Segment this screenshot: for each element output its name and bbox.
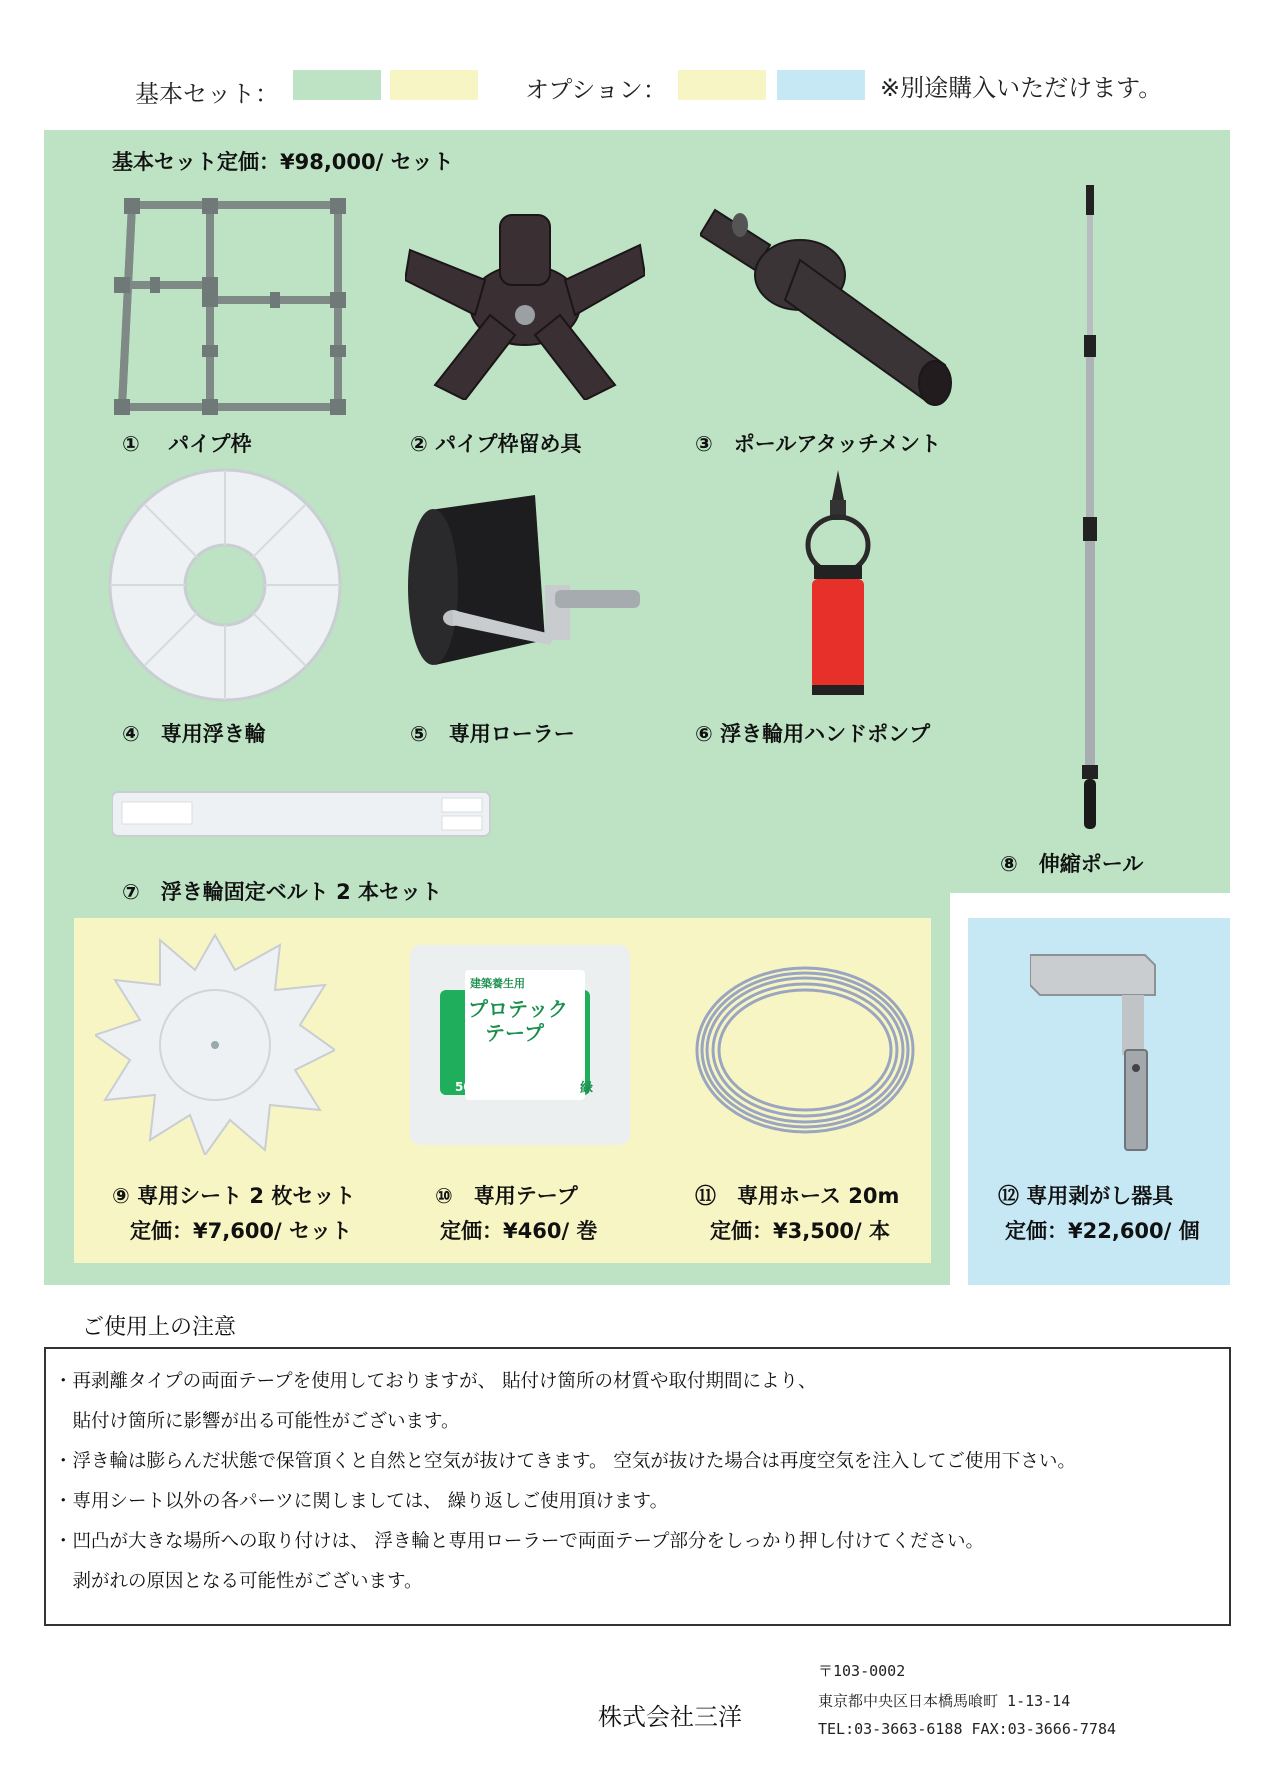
hose-icon (690, 960, 920, 1140)
pole-attachment-icon (700, 200, 960, 410)
legend-option-swatch-yellow (678, 70, 766, 100)
tape-size: 50mm × 25m (455, 1080, 545, 1094)
legend-basic-swatch-2 (390, 70, 478, 100)
telescopic-pole-icon (1070, 185, 1110, 835)
legend-basic-swatch (293, 70, 381, 100)
item-label-6: ⑥ 浮き輪用ハンドポンプ (695, 722, 931, 746)
belt-icon (112, 790, 492, 840)
basic-set-price: 基本セット定価：¥98,000/ セット (112, 150, 454, 174)
legend-note: ※別途購入いただけます。 (880, 74, 1163, 102)
address: 東京都中央区日本橋馬喰町 1-13-14 (818, 1692, 1071, 1710)
notes-box (44, 1347, 1231, 1626)
sheet-icon (95, 930, 335, 1155)
float-ring-icon (100, 465, 350, 705)
option-label-11: ⑪ 専用ホース 20m (695, 1184, 900, 1208)
note-line-4: ・専用シート以外の各パーツに関しましては、 繰り返しご使用頂けます。 (54, 1491, 669, 1512)
option-price-11: 定価：¥3,500/ 本 (710, 1219, 891, 1243)
tape-brand: 建築養生用 (470, 977, 525, 990)
item-label-7: ⑦ 浮き輪固定ベルト 2 本セット (122, 880, 443, 904)
postal-code: 〒103-0002 (818, 1662, 906, 1680)
tape-name-1: プロテック (468, 997, 568, 1021)
item-label-5: ⑤ 専用ローラー (410, 722, 575, 746)
item-label-4: ④ 専用浮き輪 (122, 722, 266, 746)
option-label-9: ⑨ 専用シート 2 枚セット (112, 1184, 356, 1208)
item-label-2: ② パイプ枠留め具 (410, 432, 582, 456)
tape-name-2: テープ (485, 1021, 544, 1045)
company-name: 株式会社三洋 (598, 1703, 742, 1731)
hand-pump-icon (800, 470, 880, 700)
legend-basic-label: 基本セット： (135, 80, 279, 108)
tape-color: 緑 (580, 1081, 594, 1096)
legend-option-swatch-blue (777, 70, 865, 100)
option-price-10: 定価：¥460/ 巻 (440, 1219, 598, 1243)
note-line-2: 貼付け箇所に影響が出る可能性がございます。 (54, 1411, 460, 1432)
item-label-3: ③ ポールアタッチメント (695, 432, 942, 456)
legend-option-label: オプション： (525, 76, 667, 104)
option-price-9: 定価：¥7,600/ セット (130, 1219, 353, 1243)
option-label-10: ⑩ 専用テープ (435, 1184, 578, 1208)
scraper-icon (1030, 950, 1160, 1155)
item-label-8: ⑧ 伸縮ポール (1000, 852, 1144, 876)
note-line-3: ・浮き輪は膨らんだ状態で保管頂くと自然と空気が抜けてきます。 空気が抜けた場合は再度空気を注入してご使用下さい。 (54, 1451, 1076, 1472)
pipe-joint-icon (405, 210, 645, 400)
tape-icon (410, 945, 630, 1145)
note-line-6: 剥がれの原因となる可能性がございます。 (54, 1571, 423, 1592)
contact: TEL:03-3663-6188 FAX:03-3666-7784 (818, 1720, 1117, 1738)
roller-icon (405, 490, 645, 670)
option-price-12: 定価：¥22,600/ 個 (1005, 1219, 1200, 1243)
note-line-1: ・再剥離タイプの両面テープを使用しておりますが、 貼付け箇所の材質や取付期間により、 (54, 1371, 817, 1392)
note-line-5: ・凹凸が大きな場所への取り付けは、 浮き輪と専用ローラーで両面テープ部分をしっかり押し付けてください。 (54, 1531, 984, 1552)
pipe-frame-icon (110, 195, 350, 420)
option-label-12: ⑫ 専用剥がし器具 (998, 1184, 1174, 1208)
item-label-1: ① パイプ枠 (122, 432, 252, 456)
notes-title: ご使用上の注意 (82, 1315, 237, 1340)
